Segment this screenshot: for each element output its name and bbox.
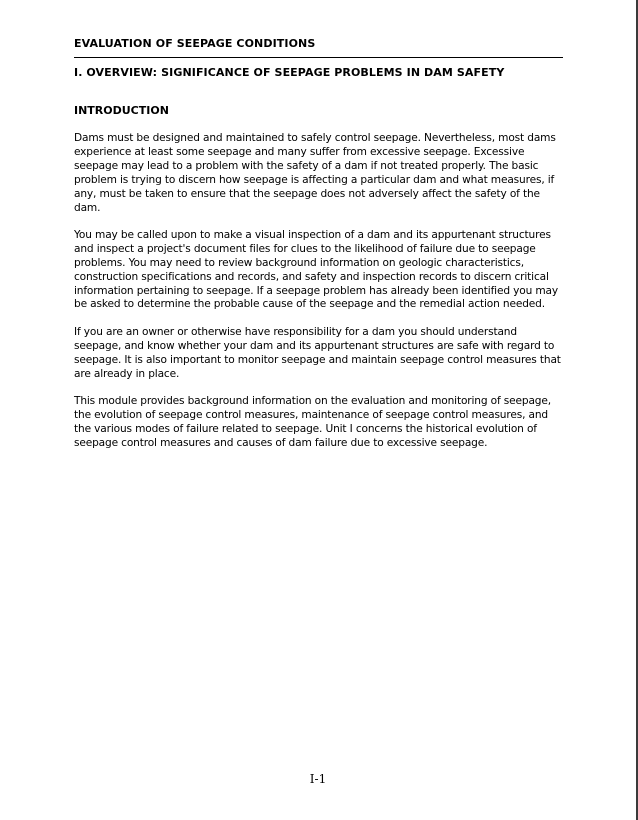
page-number: I-1 xyxy=(309,772,327,786)
paragraph-2: You may be called upon to make a visual inspection of a dam and its appurtenant structures and inspect a project's document files for clues to the likelihood of failure due to seepage problems. You may need to review background information on geologic characteristics, construction specifications and records, and safety and inspection records to discern critical information pertaining to seepage. If a seepage problem has already been identified you may be asked to determine the probable cause of the seepage and the remedial action needed. xyxy=(74,228,558,311)
paragraph-3: If you are an owner or otherwise have responsibility for a dam you should understand seepage, and know whether your dam and its appurtenant structures are safe with regard to seepage. It is also important to monitor seepage and maintain seepage control measures that are already in place. xyxy=(74,325,561,380)
paragraph-1: Dams must be designed and maintained to safely control seepage. Nevertheless, most dams experience at least some seepage and many suffer from excessive seepage. Excessive seepage may lead to a problem with the safety of a dam if not treated properly. The basic problem is trying to discern how seepage is affecting a particular dam and what measures, if any, must be taken to ensure that the seepage does not adversely affect the safety of the dam. xyxy=(74,132,556,214)
document-title: EVALUATION OF SEEPAGE CONDITIONS xyxy=(74,37,316,50)
header-rule xyxy=(74,57,563,58)
page-content xyxy=(74,36,564,451)
paragraph-4: This module provides background information on the evaluation and monitoring of seepage, the evolution of seepage control measures, maintenance of seepage control measures, and the various modes of failure related to seepage. Unit I concerns the historical evolution of seepage control measures and causes of dam failure due to excessive seepage. xyxy=(74,395,551,449)
section-title: I. OVERVIEW: SIGNIFICANCE OF SEEPAGE PROBLEMS IN DAM SAFETY xyxy=(74,66,505,79)
subsection-title: INTRODUCTION xyxy=(74,104,169,117)
